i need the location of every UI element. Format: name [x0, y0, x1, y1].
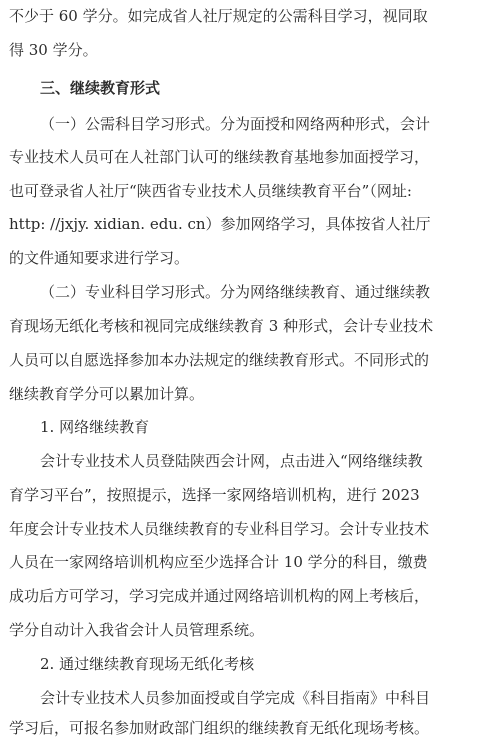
paragraph-line: 得 30 学分。	[9, 41, 98, 59]
paragraph-line: 不少于 60 学分。如完成省人社厅规定的公需科目学习，视同取	[9, 7, 428, 25]
paragraph-line: （二）专业科目学习形式。分为网络继续教育、通过继续教	[40, 283, 431, 301]
subsection-heading: 1. 网络继续教育	[40, 418, 150, 436]
paragraph-line: 育学习平台”，按照提示，选择一家网络培训机构，进行 2023	[9, 486, 420, 504]
paragraph-line: 学习后，可报名参加财政部门组织的继续教育无纸化现场考核。	[9, 719, 430, 737]
paragraph-line: 继续教育学分可以累加计算。	[9, 385, 205, 403]
paragraph-line: 也可登录省人社厅“陕西省专业技术人员继续教育平台”（网址:	[9, 182, 412, 200]
paragraph-line: 年度会计专业技术人员继续教育的专业科目学习。会计专业技术	[9, 520, 430, 538]
paragraph-line: 成功后方可学习，学习完成并通过网络培训机构的网上考核后，	[9, 587, 430, 605]
paragraph-line: 会计专业技术人员登陆陕西会计网，点击进入“网络继续教	[40, 452, 423, 470]
paragraph-line: 会计专业技术人员参加面授或自学完成《科目指南》中科目	[40, 689, 431, 707]
paragraph-line: 人员在一家网络培训机构应至少选择合计 10 学分的科目，缴费	[9, 553, 428, 571]
paragraph-line: http: //jxjy. xidian. edu. cn）参加网络学习，具体按省人社厅	[9, 215, 431, 233]
paragraph-line: 的文件通知要求进行学习。	[9, 249, 190, 267]
section-heading: 三、继续教育形式	[40, 79, 161, 97]
paragraph-line: （一）公需科目学习形式。分为面授和网络两种形式，会计	[40, 115, 431, 133]
subsection-heading: 2. 通过继续教育现场无纸化考核	[40, 655, 255, 673]
paragraph-line: 人员可以自愿选择参加本办法规定的继续教育形式。不同形式的	[9, 351, 430, 369]
paragraph-line: 专业技术人员可在人社部门认可的继续教育基地参加面授学习，	[9, 148, 430, 166]
paragraph-line: 学分自动计入我省会计人员管理系统。	[9, 621, 265, 639]
paragraph-line: 育现场无纸化考核和视同完成继续教育 3 种形式，会计专业技术	[9, 317, 434, 335]
